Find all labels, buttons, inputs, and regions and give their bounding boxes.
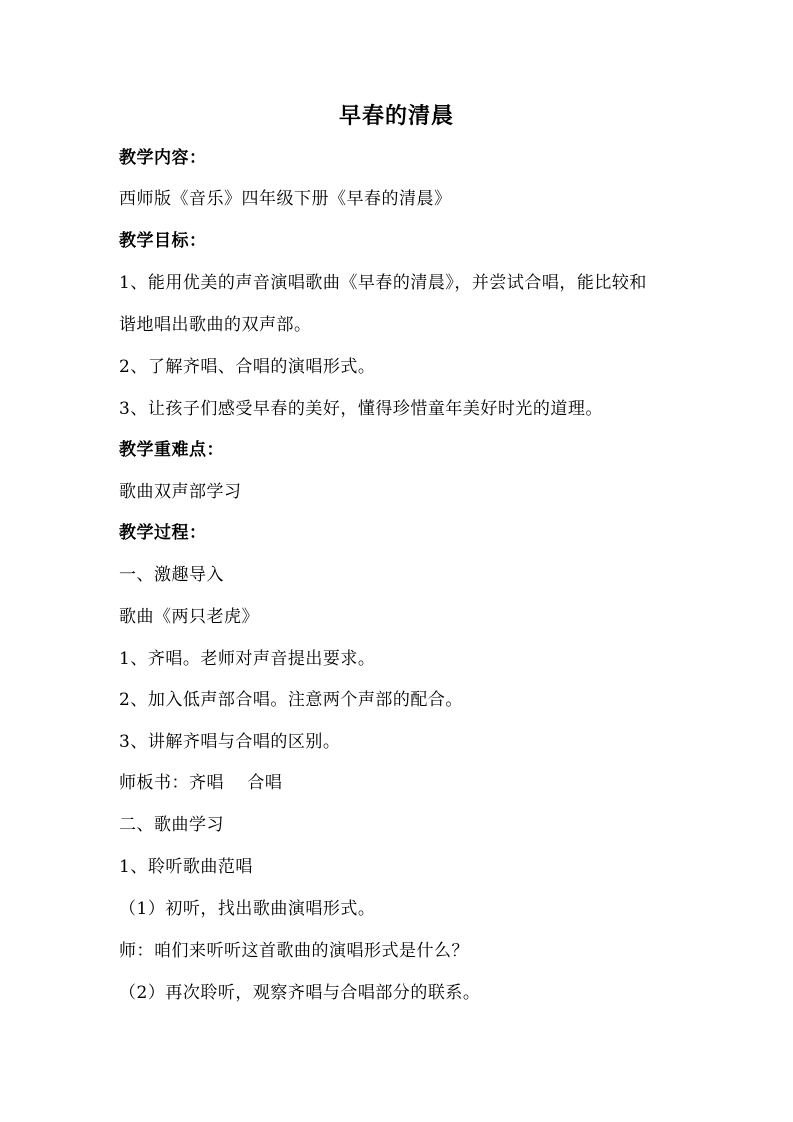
paragraph-line: 一、激趣导入 (119, 565, 224, 585)
paragraph-line: 歌曲双声部学习 (119, 482, 242, 502)
paragraph-line: 歌曲《两只老虎》 (119, 607, 259, 627)
paragraph-line: （1）初听，找出歌曲演唱形式。 (119, 899, 376, 919)
document-title: 早春的清晨 (338, 103, 454, 129)
paragraph-line: 师板书：齐唱 合唱 (119, 773, 283, 793)
paragraph-line: 2、加入低声部合唱。注意两个声部的配合。 (119, 690, 463, 710)
paragraph-line: 3、讲解齐唱与合唱的区别。 (119, 732, 341, 752)
paragraph-line: （2）再次聆听，观察齐唱与合唱部分的联系。 (119, 983, 481, 1003)
paragraph-line: 3、让孩子们感受早春的美好，懂得珍惜童年美好时光的道理。 (119, 399, 603, 419)
paragraph-line: 1、齐唱。老师对声音提出要求。 (119, 649, 376, 669)
paragraph-line: 西师版《音乐》四年级下册《早春的清晨》 (119, 189, 452, 209)
paragraph-line: 1、能用优美的声音演唱歌曲《早春的清晨》，并尝试合唱，能比较和 (119, 273, 647, 293)
paragraph-line: 2、了解齐唱、合唱的演唱形式。 (119, 357, 376, 377)
paragraph-line: 师：咱们来听听这首歌曲的演唱形式是什么？ (119, 941, 469, 961)
section-heading-teaching-process: 教学过程： (119, 523, 207, 543)
paragraph-line: 二、歌曲学习 (119, 815, 224, 835)
paragraph-line: 谐地唱出歌曲的双声部。 (119, 315, 312, 335)
section-heading-teaching-goals: 教学目标： (119, 231, 207, 251)
section-heading-teaching-content: 教学内容： (119, 148, 207, 168)
paragraph-line: 1、聆听歌曲范唱 (119, 857, 253, 877)
section-heading-key-difficulties: 教学重难点： (119, 440, 224, 460)
